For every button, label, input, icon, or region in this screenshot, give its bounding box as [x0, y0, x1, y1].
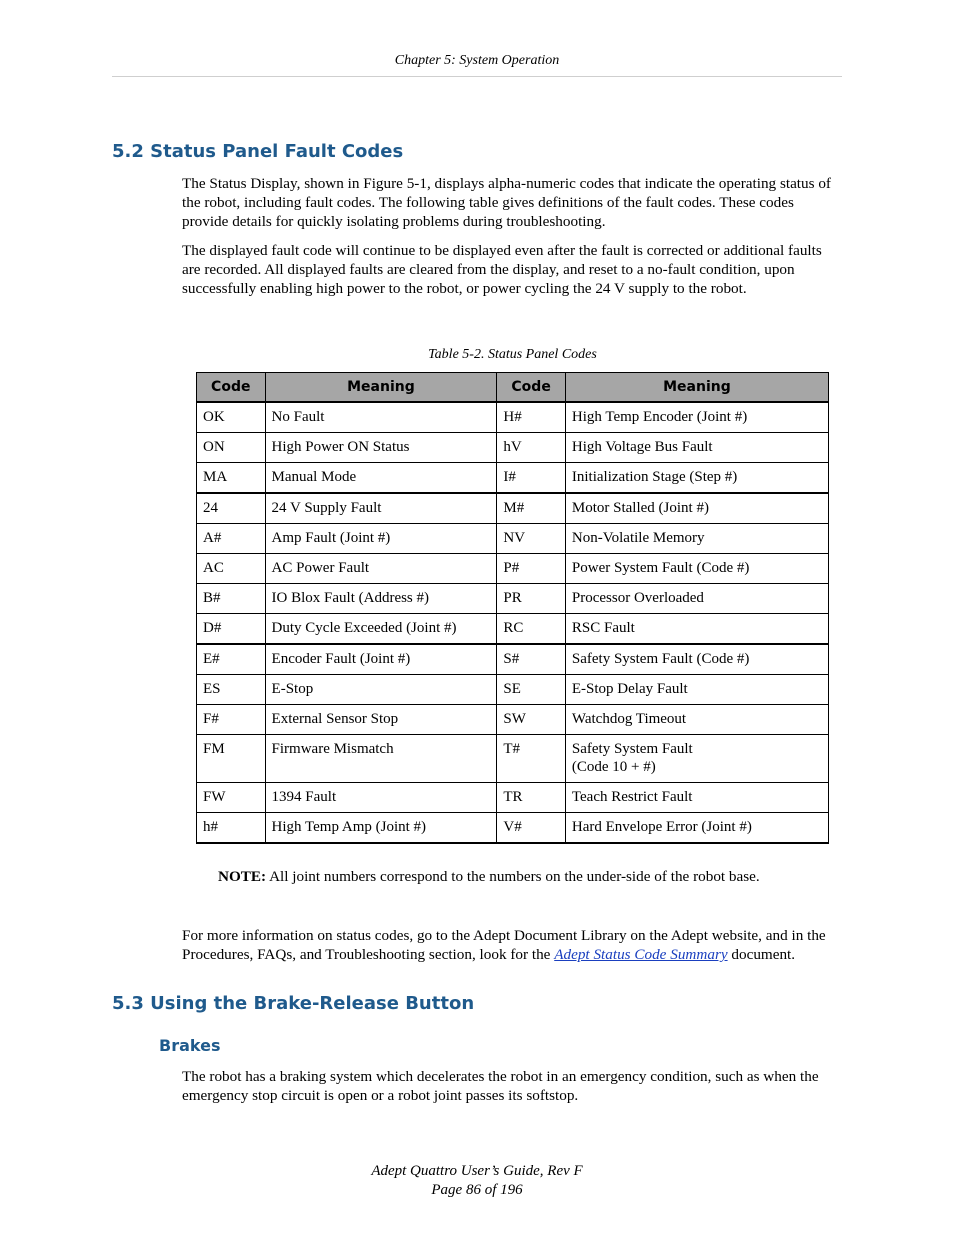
meaning-cell: High Power ON Status	[265, 433, 497, 463]
code-cell: ON	[197, 433, 266, 463]
meaning-cell: Manual Mode	[265, 463, 497, 494]
meaning-cell: Teach Restrict Fault	[565, 783, 828, 813]
meaning-cell: Firmware Mismatch	[265, 735, 497, 783]
brakes-paragraph: The robot has a braking system which decelerates the robot in an emergency condition, such as when the emergency stop circuit is open or a robot joint passes its softstop.	[182, 1068, 819, 1104]
table-row	[197, 584, 829, 614]
more-info-paragraph	[182, 926, 844, 964]
column-header: Code	[197, 373, 266, 403]
section-heading-5-2: 5.2 Status Panel Fault Codes	[112, 141, 404, 162]
table-row	[197, 675, 829, 705]
table-caption: Table 5-2. Status Panel Codes	[428, 347, 597, 362]
meaning-cell: High Voltage Bus Fault	[565, 433, 828, 463]
meaning-cell: Processor Overloaded	[565, 584, 828, 614]
running-head: Chapter 5: System Operation	[394, 53, 560, 68]
fault-display-paragraph: The displayed fault code will continue to be displayed even after the fault is corrected or additional faults are recorded. All displayed faults are cleared from the display, and reset to a no-fault condition, upon successfully enabling high power to the robot, or power cycling the 24 V supply to the robot.	[182, 242, 822, 297]
code-cell: NV	[497, 524, 566, 554]
code-cell: FM	[197, 735, 266, 783]
footer-title: Adept Quattro User’s Guide, Rev F	[371, 1163, 583, 1179]
meaning-cell: High Temp Encoder (Joint #)	[565, 402, 828, 433]
code-cell: OK	[197, 402, 266, 433]
code-cell: RC	[497, 614, 566, 645]
code-cell: B#	[197, 584, 266, 614]
meaning-cell: IO Blox Fault (Address #)	[265, 584, 497, 614]
meaning-cell: 1394 Fault	[265, 783, 497, 813]
meaning-cell: 24 V Supply Fault	[265, 493, 497, 524]
more-info-tail: document.	[727, 946, 796, 963]
meaning-cell: High Temp Amp (Joint #)	[265, 813, 497, 844]
meaning-cell: External Sensor Stop	[265, 705, 497, 735]
code-cell: T#	[497, 735, 566, 783]
table-row	[197, 493, 829, 524]
meaning-cell: Non-Volatile Memory	[565, 524, 828, 554]
footer-page-number: Page 86 of 196	[431, 1182, 523, 1198]
more-info-text: For more information on status codes, go to the Adept Document Library on the Adept website, and in the Procedures, FAQs, and Troubleshooting section, look for the	[182, 927, 826, 963]
table-row	[197, 644, 829, 675]
table-row	[197, 783, 829, 813]
code-cell: hV	[497, 433, 566, 463]
meaning-cell: E-Stop	[265, 675, 497, 705]
section-heading-5-3: 5.3 Using the Brake-Release Button	[112, 993, 475, 1014]
table-row	[197, 705, 829, 735]
column-header: Meaning	[265, 373, 497, 403]
column-header: Code	[497, 373, 566, 403]
code-cell: D#	[197, 614, 266, 645]
code-cell: P#	[497, 554, 566, 584]
code-cell: PR	[497, 584, 566, 614]
code-cell: I#	[497, 463, 566, 494]
code-cell: E#	[197, 644, 266, 675]
meaning-cell: Hard Envelope Error (Joint #)	[565, 813, 828, 844]
header-rule	[112, 76, 842, 77]
intro-paragraph: The Status Display, shown in Figure 5-1, displays alpha-numeric codes that indicate the operating status of the robot, including fault codes. The following table gives definitions of the fault codes. These codes provide details for quickly isolating problems during troubleshooting.	[182, 175, 831, 230]
code-cell: MA	[197, 463, 266, 494]
status-codes-table	[196, 372, 829, 844]
note-text: All joint numbers correspond to the numbers on the under-side of the robot base.	[266, 868, 760, 885]
meaning-cell: Watchdog Timeout	[565, 705, 828, 735]
table-row	[197, 614, 829, 645]
code-cell: V#	[497, 813, 566, 844]
code-cell: ES	[197, 675, 266, 705]
meaning-cell: Power System Fault (Code #)	[565, 554, 828, 584]
code-cell: h#	[197, 813, 266, 844]
code-cell: F#	[197, 705, 266, 735]
code-cell: FW	[197, 783, 266, 813]
status-code-summary-link[interactable]: Adept Status Code Summary	[554, 946, 728, 963]
table-header-row	[197, 373, 829, 403]
meaning-cell: Safety System Fault (Code #)	[565, 644, 828, 675]
code-cell: H#	[497, 402, 566, 433]
meaning-cell: E-Stop Delay Fault	[565, 675, 828, 705]
code-cell: A#	[197, 524, 266, 554]
code-cell: AC	[197, 554, 266, 584]
code-cell: M#	[497, 493, 566, 524]
table-row	[197, 463, 829, 494]
meaning-cell: Safety System Fault (Code 10 + #)	[565, 735, 828, 783]
meaning-cell: No Fault	[265, 402, 497, 433]
code-cell: SW	[497, 705, 566, 735]
code-cell: TR	[497, 783, 566, 813]
table-row	[197, 433, 829, 463]
code-cell: 24	[197, 493, 266, 524]
table-row	[197, 402, 829, 433]
code-cell: S#	[497, 644, 566, 675]
code-cell: SE	[497, 675, 566, 705]
note-block	[218, 868, 818, 886]
table-row	[197, 735, 829, 783]
column-header: Meaning	[565, 373, 828, 403]
table-row	[197, 554, 829, 584]
subheading-brakes: Brakes	[159, 1036, 221, 1055]
meaning-cell: Initialization Stage (Step #)	[565, 463, 828, 494]
meaning-cell: RSC Fault	[565, 614, 828, 645]
table-row	[197, 813, 829, 844]
meaning-cell: Duty Cycle Exceeded (Joint #)	[265, 614, 497, 645]
meaning-cell: Motor Stalled (Joint #)	[565, 493, 828, 524]
meaning-cell: AC Power Fault	[265, 554, 497, 584]
table-row	[197, 524, 829, 554]
meaning-cell: Encoder Fault (Joint #)	[265, 644, 497, 675]
note-label: NOTE:	[218, 868, 267, 885]
meaning-cell: Amp Fault (Joint #)	[265, 524, 497, 554]
